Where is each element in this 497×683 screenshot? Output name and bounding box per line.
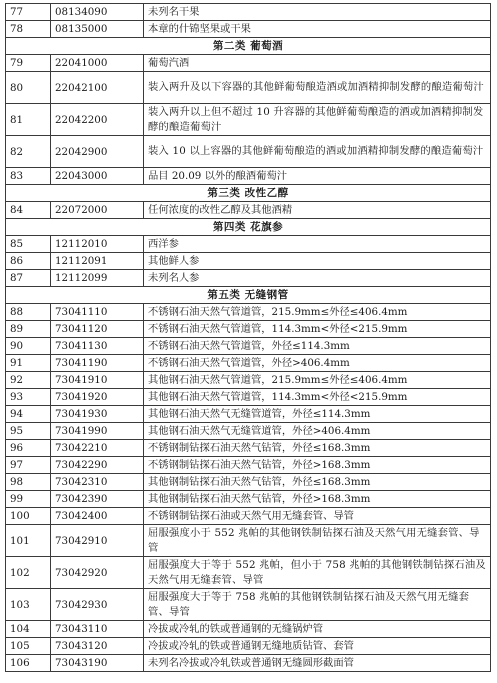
item-description: 其他钢石油天然气无缝管道管，外径≤114.3mm bbox=[144, 406, 491, 423]
row-number: 90 bbox=[6, 338, 51, 355]
category-title: 第五类 无缝钢管 bbox=[6, 287, 491, 304]
table-row bbox=[6, 491, 491, 508]
item-description: 葡萄汽酒 bbox=[144, 55, 491, 72]
item-description: 不锈钢制钻探石油天然气钻管，外径>168.3mm bbox=[144, 457, 491, 474]
table-row bbox=[6, 655, 491, 672]
row-number: 84 bbox=[6, 202, 51, 219]
tariff-code: 12112099 bbox=[51, 270, 144, 287]
item-description: 冷拔或冷轧的铁或普通钢无缝地质钻管、套管 bbox=[144, 638, 491, 655]
table-row bbox=[6, 589, 491, 621]
item-description: 屈服强度小于 552 兆帕的其他钢铁制钻探石油及天然气用无缝套管、导管 bbox=[144, 525, 491, 557]
table-row bbox=[6, 168, 491, 185]
tariff-code: 73041110 bbox=[51, 304, 144, 321]
table-row bbox=[6, 525, 491, 557]
tariff-code: 73043120 bbox=[51, 638, 144, 655]
table-row bbox=[6, 72, 491, 104]
tariff-code: 73042910 bbox=[51, 525, 144, 557]
row-number: 78 bbox=[6, 21, 51, 38]
tariff-code: 73042920 bbox=[51, 557, 144, 589]
item-description: 未列名干果 bbox=[144, 4, 491, 21]
tariff-code: 73041130 bbox=[51, 338, 144, 355]
row-number: 104 bbox=[6, 621, 51, 638]
table-row bbox=[6, 423, 491, 440]
item-description: 未列名冷拔或冷轧铁或普通钢无缝圆形截面管 bbox=[144, 655, 491, 672]
table-row bbox=[6, 406, 491, 423]
item-description: 未列名人参 bbox=[144, 270, 491, 287]
category-title: 第四类 花旗参 bbox=[6, 219, 491, 236]
row-number: 98 bbox=[6, 474, 51, 491]
table-row bbox=[6, 621, 491, 638]
row-number: 89 bbox=[6, 321, 51, 338]
table-row bbox=[6, 389, 491, 406]
table-row bbox=[6, 638, 491, 655]
tariff-code: 73041930 bbox=[51, 406, 144, 423]
item-description: 其他钢石油天然气无缝管道管，外径>406.4mm bbox=[144, 423, 491, 440]
tariff-table-body bbox=[6, 4, 491, 672]
category-title: 第二类 葡萄酒 bbox=[6, 38, 491, 55]
item-description: 其他钢制钻探石油天然气钻管，外径≤168.3mm bbox=[144, 474, 491, 491]
table-row bbox=[6, 104, 491, 136]
item-description: 任何浓度的改性乙醇及其他酒精 bbox=[144, 202, 491, 219]
tariff-code: 73043190 bbox=[51, 655, 144, 672]
item-description: 其他鲜人参 bbox=[144, 253, 491, 270]
tariff-code: 73043110 bbox=[51, 621, 144, 638]
tariff-code: 73042310 bbox=[51, 474, 144, 491]
row-number: 85 bbox=[6, 236, 51, 253]
table-row bbox=[6, 338, 491, 355]
item-description: 屈服强度大于等于 758 兆帕的其他钢铁制钻探石油及天然气用无缝套管、导管 bbox=[144, 589, 491, 621]
row-number: 82 bbox=[6, 136, 51, 168]
row-number: 80 bbox=[6, 72, 51, 104]
tariff-code: 73042290 bbox=[51, 457, 144, 474]
item-description: 冷拔或冷轧的铁或普通钢的无缝锅炉管 bbox=[144, 621, 491, 638]
table-row bbox=[6, 304, 491, 321]
row-number: 79 bbox=[6, 55, 51, 72]
row-number: 86 bbox=[6, 253, 51, 270]
table-row bbox=[6, 202, 491, 219]
tariff-code: 08135000 bbox=[51, 21, 144, 38]
table-row bbox=[6, 236, 491, 253]
tariff-code: 73041990 bbox=[51, 423, 144, 440]
table-row bbox=[6, 508, 491, 525]
table-row bbox=[6, 136, 491, 168]
row-number: 95 bbox=[6, 423, 51, 440]
category-header-row bbox=[6, 38, 491, 55]
table-row bbox=[6, 55, 491, 72]
item-description: 装入 10 以上容器的其他鲜葡萄酿造的酒或加酒精抑制发酵的酿造葡萄汁 bbox=[144, 136, 491, 168]
category-header-row bbox=[6, 219, 491, 236]
row-number: 97 bbox=[6, 457, 51, 474]
row-number: 93 bbox=[6, 389, 51, 406]
row-number: 91 bbox=[6, 355, 51, 372]
item-description: 不锈钢石油天然气管道管，215.9mm≤外径≤406.4mm bbox=[144, 304, 491, 321]
item-description: 本章的什锦坚果或干果 bbox=[144, 21, 491, 38]
table-row bbox=[6, 457, 491, 474]
table-row bbox=[6, 474, 491, 491]
table-row bbox=[6, 21, 491, 38]
item-description: 西洋参 bbox=[144, 236, 491, 253]
tariff-code: 22042100 bbox=[51, 72, 144, 104]
table-row bbox=[6, 4, 491, 21]
row-number: 96 bbox=[6, 440, 51, 457]
item-description: 不锈钢石油天然气管道管，114.3mm<外径<215.9mm bbox=[144, 321, 491, 338]
tariff-code: 73041910 bbox=[51, 372, 144, 389]
item-description: 品目 20.09 以外的酿酒葡萄汁 bbox=[144, 168, 491, 185]
table-row bbox=[6, 355, 491, 372]
tariff-code: 22042200 bbox=[51, 104, 144, 136]
table-row bbox=[6, 440, 491, 457]
row-number: 105 bbox=[6, 638, 51, 655]
table-row bbox=[6, 557, 491, 589]
item-description: 其他钢制钻探石油天然气钻管，外径>168.3mm bbox=[144, 491, 491, 508]
tariff-code: 73042390 bbox=[51, 491, 144, 508]
tariff-code: 73041920 bbox=[51, 389, 144, 406]
item-description: 屈服强度大于等于 552 兆帕，但小于 758 兆帕的其他钢铁制钻探石油及天然气用无缝套管、导管 bbox=[144, 557, 491, 589]
row-number: 106 bbox=[6, 655, 51, 672]
table-row bbox=[6, 372, 491, 389]
tariff-code: 22041000 bbox=[51, 55, 144, 72]
tariff-code: 08134090 bbox=[51, 4, 144, 21]
row-number: 99 bbox=[6, 491, 51, 508]
category-header-row bbox=[6, 185, 491, 202]
row-number: 92 bbox=[6, 372, 51, 389]
row-number: 100 bbox=[6, 508, 51, 525]
row-number: 94 bbox=[6, 406, 51, 423]
item-description: 装入两升及以下容器的其他鲜葡萄酿造酒或加酒精抑制发酵的酿造葡萄汁 bbox=[144, 72, 491, 104]
item-description: 不锈钢制钻探石油或天然气用无缝套管、导管 bbox=[144, 508, 491, 525]
tariff-code: 12112010 bbox=[51, 236, 144, 253]
tariff-code: 73042400 bbox=[51, 508, 144, 525]
table-row bbox=[6, 253, 491, 270]
tariff-table bbox=[5, 3, 491, 672]
row-number: 77 bbox=[6, 4, 51, 21]
table-row bbox=[6, 270, 491, 287]
row-number: 83 bbox=[6, 168, 51, 185]
category-header-row bbox=[6, 287, 491, 304]
tariff-code: 22043000 bbox=[51, 168, 144, 185]
tariff-code: 22042900 bbox=[51, 136, 144, 168]
tariff-code: 73041120 bbox=[51, 321, 144, 338]
item-description: 装入两升以上但不超过 10 升容器的其他鲜葡萄酿造的酒或加酒精抑制发酵的酿造葡萄汁 bbox=[144, 104, 491, 136]
item-description: 不锈钢制钻探石油天然气钻管，外径≤168.3mm bbox=[144, 440, 491, 457]
category-title: 第三类 改性乙醇 bbox=[6, 185, 491, 202]
row-number: 102 bbox=[6, 557, 51, 589]
row-number: 87 bbox=[6, 270, 51, 287]
tariff-code: 73042210 bbox=[51, 440, 144, 457]
tariff-code: 22072000 bbox=[51, 202, 144, 219]
item-description: 不锈钢石油天然气管道管，外径≤114.3mm bbox=[144, 338, 491, 355]
table-row bbox=[6, 321, 491, 338]
row-number: 103 bbox=[6, 589, 51, 621]
item-description: 其他钢石油天然气管道管，215.9mm≤外径≤406.4mm bbox=[144, 372, 491, 389]
item-description: 其他钢石油天然气管道管，114.3mm<外径<215.9mm bbox=[144, 389, 491, 406]
tariff-code: 73042930 bbox=[51, 589, 144, 621]
item-description: 不锈钢石油天然气管道管，外径>406.4mm bbox=[144, 355, 491, 372]
row-number: 81 bbox=[6, 104, 51, 136]
tariff-code: 12112091 bbox=[51, 253, 144, 270]
tariff-code: 73041190 bbox=[51, 355, 144, 372]
row-number: 101 bbox=[6, 525, 51, 557]
row-number: 88 bbox=[6, 304, 51, 321]
